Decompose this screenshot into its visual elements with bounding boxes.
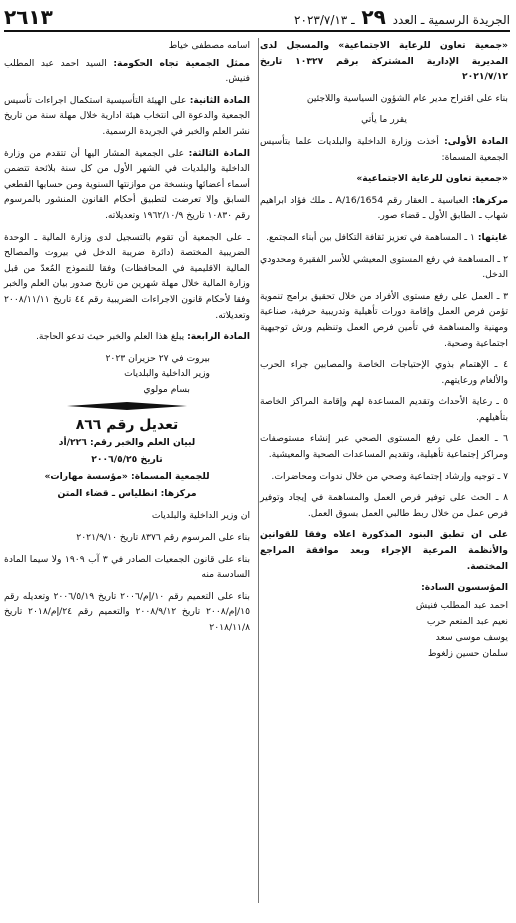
founders-list [260, 598, 508, 662]
goal-4: ٤ ـ الإهتمام بذوي الإحتياجات الخاصة والمصابين جراء الحرب والألغام ورعايتهم. [260, 359, 508, 386]
founders-label: المؤسسون السادة: [421, 582, 508, 594]
goal-8: ٨ ـ الحث على توفير فرص العمل والمساهمة في إيجاد وتوفير فرص عمل من خلال ربط طالبي العمل بسوق العمل. [260, 492, 508, 519]
issue-number: ٢٩ [361, 5, 386, 29]
amendment-headquarters: مركزها: انطلياس ـ قضاء المتن [57, 488, 197, 500]
proposal-paragraph: بناء على اقتراح مدير عام الشؤون السياسية واللاجئين [306, 92, 508, 104]
signature-name: بسام مولوي [143, 383, 190, 395]
amendment-header [4, 417, 250, 502]
amendment-title: تعديل رقم ٨٦٦ [75, 417, 179, 434]
registration-paragraph: «جمعية تعاون للرعاية الاجتماعية» والمسجل لدى المديرية الإدارية المشتركة برقم ١٠٣٢٧ تاريخ ٢٠٢١/٧/١٢ [260, 40, 508, 83]
goal-7: ٧ ـ توجيه وإرشاد إجتماعية وصحي من خلال ندوات ومحاضرات. [271, 470, 508, 482]
goal-3: ٣ ـ العمل على رفع مستوى الأفراد من خلال تحقيق برامج تنموية تؤمن فرص العمل وإقامة دورات تأهيلية وتدريبية حرفية، صناعية ومهنية والمساهمة في تأمين فرص العمل وتنظيم ورش توجيهية اجتماعية وصحية. [260, 290, 508, 349]
article-1-text: أخذت وزارة الداخلية والبلديات علما بتأسيس الجمعية المسماة: [260, 135, 508, 163]
amendment-association: للجمعية المسماة: «مؤسسة مهارات» [44, 471, 210, 483]
association-name: «جمعية تعاون للرعاية الاجتماعية» [356, 173, 508, 185]
government-representative: ممثل الجمعية تجاه الحكومة: السيد احمد عبد المطلب فنيش. [4, 57, 250, 85]
article-2: المادة الثانية: على الهيئة التأسيسية استكمال اجراءات تأسيس الجمعية والدعوة الى انتخاب هيئة ادارية خلال مهلة سنة من تاريخ نشر العلم والخبر في الجريدة الرسمية. [4, 94, 251, 137]
amendment-reference: لبيان العلم والخبر رقم: ٢٢٦/أد [58, 437, 196, 449]
goal-1: غايتها: ١ ـ المساهمة في تعزيز ثقافة التكافل بين أبناء المجتمع. [266, 231, 508, 243]
journal-name: الجريدة الرسمية ـ العدد [392, 13, 510, 27]
goal-6: ٦ ـ العمل على رفع المستوى الصحي عبر إنشاء مستوصفات ومراكز إجتماعية تأهيلية، وتقديم المساعدات الصحية والمعيشية. [260, 433, 508, 461]
page-number: ٢٦١٣ [4, 5, 53, 29]
amendment-date: تاريخ ٢٠٠٦/٥/٢٥ [91, 454, 163, 466]
founder-name: يوسف موسى سعد [435, 631, 508, 643]
founder-name: اسامه مصطفى خياط [168, 40, 250, 51]
founder-name: سلمان حسين زلغوط [428, 647, 508, 659]
right-column [260, 38, 508, 917]
article-1 [260, 134, 508, 165]
page-header [4, 4, 510, 32]
signature-block [4, 351, 250, 398]
column-divider [258, 38, 259, 903]
signature-place-date: بيروت في ٢٧ حزيران ٢٠٢٣ [105, 352, 210, 364]
headquarters: مركزها: العباسية ـ العقار رقم A/16/1654 ـ ملك فؤاد ابراهيم شهاب ـ الطابق الأول ـ قضاء صور. [260, 194, 509, 222]
goal-2: ٢ ـ المساهمة في رفع المستوى المعيشي للأسر الفقيرة ومحدودي الدخل. [260, 253, 508, 281]
article-3: المادة الثالثة: على الجمعية المشار اليها أن تتقدم من وزارة الداخلية والبلديات في الشهر الأول من كل سنة بلائحة تتضمن أسماء أعضائها وبنسخة من موازنتها السنوية ومن حسابها القطعي السابق وإلا تعرضت لتطبيق أحكام القانون المنشور بالمرسوم رقم ١٠٨٣٠ تاريخ ١٩٦٢/١٠/٩ وتعديلاته. [4, 147, 251, 221]
left-column [4, 38, 250, 917]
issue-date: ـ ٢٠٢٣/٧/١٣ [294, 13, 355, 27]
decision-heading: يقرر ما يأتي [361, 114, 407, 126]
header-journal-info [294, 5, 510, 29]
separator-ornament-icon [67, 401, 187, 411]
goals-label: غايتها: [477, 231, 508, 243]
signature-title: وزير الداخلية والبلديات [124, 368, 210, 380]
section-separator [4, 401, 250, 411]
basis-law: بناء على قانون الجمعيات الصادر في ٣ آب ١٩٠٩ ولا سيما المادة السادسة منه [4, 553, 251, 581]
minister-line: ان وزير الداخلية والبلديات [151, 510, 250, 522]
article-1-label: المادة الأولى: [444, 135, 508, 147]
application-note: على ان تطبق البنود المذكورة اعلاه وفقا للقوانين والأنظمة المرعية الإجراء وبعد موافقة المراجع المختصة. [260, 529, 508, 572]
basis-decree: بناء على المرسوم رقم ٨٣٧٦ تاريخ ٢٠٢١/٩/١٠ [76, 532, 250, 544]
founder-name: نعيم عبد المنعم حرب [426, 615, 508, 627]
basis-circulars: بناء على التعميم رقم ١٠/إم/٢٠٠٦ تاريخ ٢٠٠٦/٥/١٩ وتعديله رقم ١٥/إم/٢٠٠٨ تاريخ ٢٠٠٨/٩/١٢ والتعميم رقم ٢٤/إم/٢٠١٨ تاريخ ٢٠١٨/١١/٨ [4, 590, 251, 634]
founder-name: احمد عبد المطلب فنيش [415, 599, 508, 611]
article-4: المادة الرابعة: يبلغ هذا العلم والخبر حيث تدعو الحاجة. [35, 331, 250, 343]
goal-5: ٥ ـ رعاية الأحداث وتقديم المساعدة لهم وإقامة المراكز الخاصة بتأهيلهم. [260, 396, 508, 423]
tax-registration-clause: ـ على الجمعية أن تقوم بالتسجيل لدى وزارة المالية ـ الوحدة الضريبية المختصة (دائرة ضريبة الدخل في بيروت والمصالح المالية الاقليمية في المحافظات) وفقا للنموذج المُعدّ من قبل وزارة المالية خلال مهلة شهرين من تاريخ صدور بيان العلم والخبر وفقا لأحكام قانون الاجراءات الضريبية رقم ٤٤ تاريخ ٢٠٠٨/١١/١١ وتعديلاته. [4, 231, 251, 321]
